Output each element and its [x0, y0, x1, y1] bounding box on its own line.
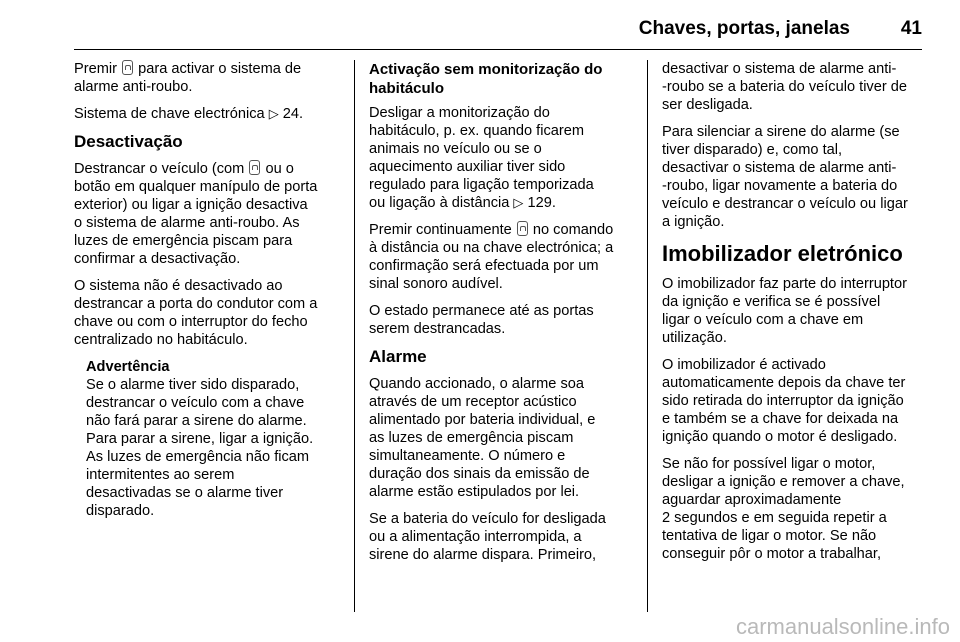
unlock-key-icon [249, 160, 260, 175]
warning-note: Advertência Se o alarme tiver sido disparado, destrancar o veículo com a chave não fará parar a sirene do alarme. Para parar a sirene, ligar a ignição. As luzes de emergência não ficam intermitentes ao serem desactivadas se o alarme tiver disparado. [86, 358, 346, 520]
heading-imobilizador: Imobilizador eletrónico [662, 241, 903, 266]
paragraph: Destrancar o veículo (com ou o botão em qualquer manípulo de porta exterior) ou ligar a ignição desactiva o sistema de alarme anti-roubo. As luzes de emergência piscam para confirmar a desactivação. [74, 161, 318, 267]
page-reference-icon: ▷ [513, 195, 524, 210]
paragraph: Se a bateria do veículo for desligada ou a alimentação interrompida, a sirene do alarme dispara. Primeiro, [369, 511, 606, 563]
column-1 [74, 60, 346, 520]
section-title: Chaves, portas, janelas [638, 18, 850, 39]
paragraph: Desligar a monitorização do habitáculo, p. ex. quando ficarem animais no veículo ou se o aquecimento auxiliar tiver sido regulado para ligação temporizada ou ligação à distância ▷ 129. [369, 105, 594, 211]
column-2 [369, 60, 641, 573]
paragraph: Sistema de chave electrónica ▷ 24. [74, 106, 304, 122]
header-rule [74, 49, 922, 50]
page-reference-icon: ▷ [268, 106, 279, 121]
paragraph: O estado permanece até as portas serem destrancadas. [369, 303, 594, 337]
paragraph: O imobilizador faz parte do interruptor da ignição e verifica se é possível ligar o veículo com a chave em utilização. [662, 276, 907, 346]
heading-desactivacao: Desactivação [74, 132, 183, 151]
page-header [74, 14, 922, 48]
page-reference[interactable]: 24. [282, 106, 304, 122]
lock-key-icon [517, 221, 528, 236]
page-number: 41 [900, 18, 922, 39]
paragraph: desactivar o sistema de alarme anti- -roubo se a bateria do veículo tiver de ser desligada. [662, 61, 907, 113]
heading-activacao: Activação sem monitorização do habitáculo [369, 61, 603, 97]
page-reference[interactable]: 129. [527, 195, 556, 211]
note-title: Advertência [86, 359, 170, 375]
column-3 [662, 60, 936, 572]
column-divider [354, 60, 355, 612]
paragraph: Premir continuamente no comando à distância ou na chave electrónica; a confirmação será efectuada por um sinal sonoro audível. [369, 222, 614, 292]
paragraph: Premir para activar o sistema de alarme anti-roubo. [74, 61, 302, 95]
paragraph: Para silenciar a sirene do alarme (se tiver disparado) e, como tal, desactivar o sistema de alarme anti- -roubo, ligar novamente a bateria do veículo e destrancar o veículo ou ligar a ignição. [662, 124, 908, 230]
paragraph: O sistema não é desactivado ao destrancar a porta do condutor com a chave ou com o interruptor do fecho centralizado no habitáculo. [74, 278, 318, 348]
paragraph: Se não for possível ligar o motor, desligar a ignição e remover a chave, aguardar aproximadamente 2 segundos e em seguida repetir a tentativa de ligar o motor. Se não conseguir pôr o motor a trabalhar, [662, 456, 905, 562]
paragraph: Quando accionado, o alarme soa através de um receptor acústico alimentado por bateria individual, e as luzes de emergência piscam simultaneamente. O número e duração dos sinais da emissão de alarme estão estipulados por lei. [369, 376, 596, 500]
heading-alarme: Alarme [369, 347, 427, 366]
column-divider [647, 60, 648, 612]
watermark: carmanualsonline.info [735, 614, 950, 639]
lock-key-icon [122, 60, 133, 75]
paragraph: O imobilizador é activado automaticamente depois da chave ter sido retirada do interruptor da ignição e também se a chave for deixada na ignição quando o motor é desligado. [662, 357, 906, 445]
